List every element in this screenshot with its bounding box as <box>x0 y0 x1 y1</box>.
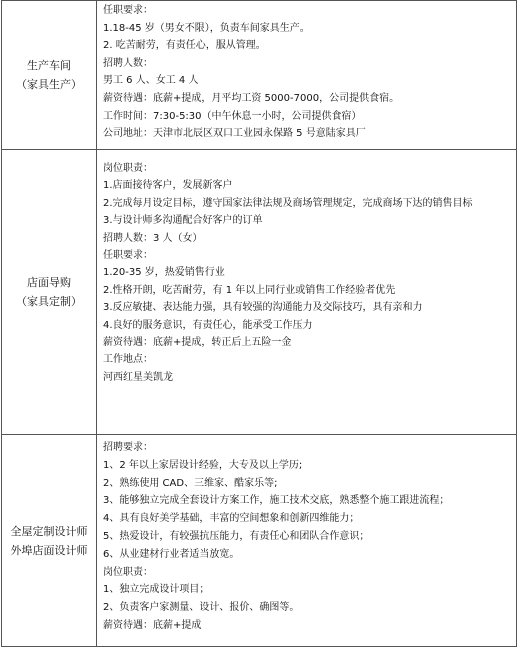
job-title: 生产车间 <box>27 59 71 72</box>
job-title-cell <box>2 435 97 647</box>
detail-line: 3.与设计师多沟通配合好客户的订单 <box>103 215 263 227</box>
job-title-cell <box>2 150 97 435</box>
job-row-designer <box>2 435 517 647</box>
job-details-cell <box>97 150 517 435</box>
job-row-sales <box>2 150 517 435</box>
detail-line: 3.反应敏捷、表达能力强，具有较强的沟通能力及交际技巧，具有亲和力 <box>103 302 423 314</box>
detail-line: 2、熟练使用 CAD、三维家、酷家乐等; <box>103 477 278 489</box>
detail-line: 招聘人数：3 人（女） <box>103 232 203 244</box>
detail-line: 2.性格开朗，吃苦耐劳，有 1 年以上同行业或销售工作经验者优先 <box>103 284 396 296</box>
detail-line: 岗位职责： <box>103 163 153 174</box>
detail-line: 3、能够独立完成全套设计方案工作，施工技术交底，熟悉整个施工跟进流程； <box>103 495 450 507</box>
detail-line: 2、负责客户家测量、设计、报价、确图等。 <box>103 602 300 614</box>
detail-line: 工作时间：7:30-5:30（中午休息一小时，公司提供食宿） <box>103 110 362 122</box>
detail-line: 招聘人数： <box>103 57 153 69</box>
detail-line: 薪资待遇：底薪+提成，转正后上五险一金 <box>103 337 292 349</box>
detail-line: 任职要求： <box>103 250 153 262</box>
job-subtitle: （家具定制） <box>16 295 82 308</box>
job-title: 全屋定制设计师 <box>10 524 88 538</box>
job-details-cell <box>97 435 517 647</box>
detail-line: 4、具有良好美学基础，丰富的空间想象和创新四维能力； <box>103 513 360 525</box>
detail-line: 河西红星美凯龙 <box>103 371 173 383</box>
detail-line: 1.20-35 岁，热爱销售行业 <box>103 267 225 279</box>
job-subtitle: （家具生产） <box>16 78 82 91</box>
job-title-secondary: 外埠店面设计师 <box>10 543 88 557</box>
detail-line: 2.完成每月设定目标，遵守国家法律法规及商场管理规定，完成商场下达的销售目标 <box>103 197 473 209</box>
detail-line: 1.18-45 岁（男女不限），负责车间家具生产。 <box>103 22 310 34</box>
detail-line: 岗位职责： <box>103 566 153 578</box>
job-listing-table <box>1 0 517 647</box>
job-title-cell <box>2 1 97 150</box>
detail-line: 薪资待遇：底薪+提成 <box>103 619 202 631</box>
detail-line: 5、热爱设计，有较强抗压能力，有责任心和团队合作意识； <box>103 530 370 542</box>
detail-line: 男工 6 人、女工 4 人 <box>103 75 199 87</box>
job-row-production <box>2 1 517 150</box>
detail-line: 4.良好的服务意识，有责任心，能承受工作压力 <box>103 319 313 331</box>
detail-line: 6、从业建材行业者适当放宽。 <box>103 548 240 560</box>
detail-line: 2. 吃苦耐劳，有责任心，服从管理。 <box>103 40 266 52</box>
job-details-cell <box>97 1 517 150</box>
detail-line: 招聘要求： <box>103 442 153 453</box>
detail-line: 1、2 年以上家居设计经验，大专及以上学历; <box>103 459 303 471</box>
detail-line: 1.店面接待客户，发展新客户 <box>103 180 233 192</box>
job-title: 店面导购 <box>27 276 71 289</box>
detail-line: 公司地址：天津市北辰区双口工业园永保路 5 号意陆家具厂 <box>103 128 366 140</box>
detail-line: 工作地点： <box>103 354 153 366</box>
detail-line: 任职要求： <box>103 5 153 16</box>
detail-line: 1、独立完成设计项目； <box>103 584 210 596</box>
detail-line: 薪资待遇：底薪+提成，月平均工资 5000-7000，公司提供食宿。 <box>103 92 400 104</box>
